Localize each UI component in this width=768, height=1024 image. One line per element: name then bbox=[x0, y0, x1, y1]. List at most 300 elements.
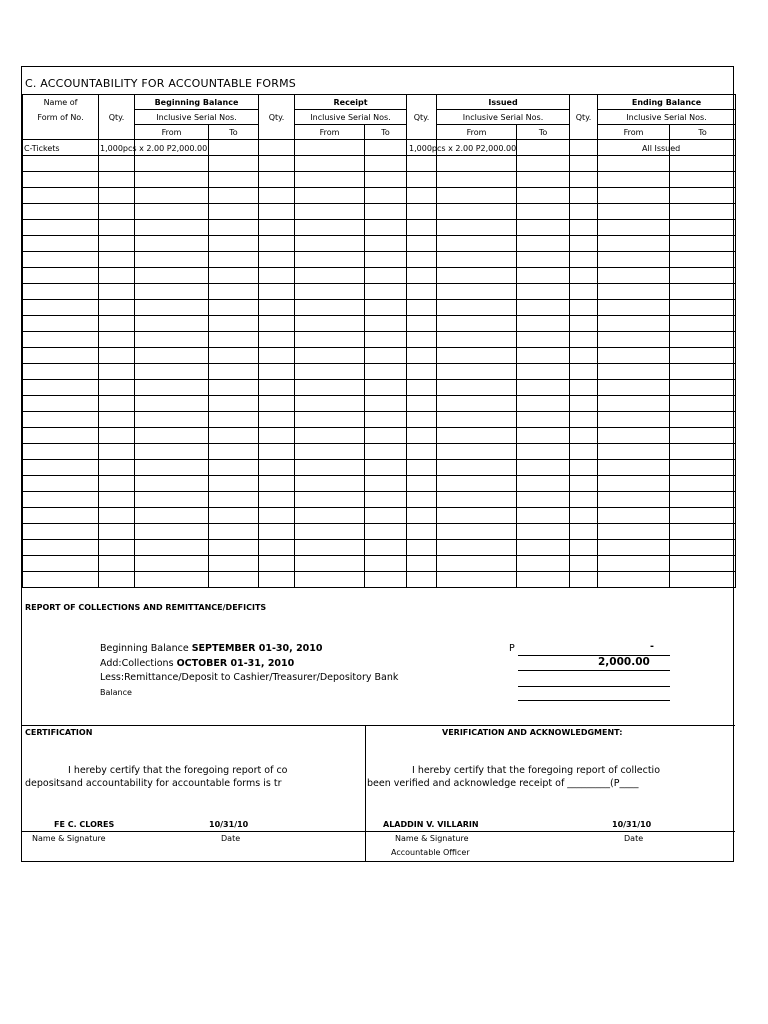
table-cell bbox=[99, 476, 135, 492]
table-cell bbox=[670, 156, 736, 172]
header-row-3 bbox=[23, 125, 736, 140]
table-cell bbox=[99, 220, 135, 236]
table-cell bbox=[259, 348, 295, 364]
table-cell bbox=[259, 428, 295, 444]
table-cell bbox=[209, 508, 259, 524]
table-cell bbox=[517, 556, 570, 572]
table-cell bbox=[23, 332, 99, 348]
table-cell bbox=[365, 524, 407, 540]
remittance-line: Less:Remittance/Deposit to Cashier/Treasurer/Depository Bank bbox=[100, 672, 399, 683]
table-cell bbox=[135, 156, 209, 172]
table-cell bbox=[209, 252, 259, 268]
table-cell bbox=[365, 300, 407, 316]
table-cell bbox=[365, 220, 407, 236]
table-cell bbox=[99, 332, 135, 348]
table-cell bbox=[598, 460, 670, 476]
table-cell bbox=[99, 460, 135, 476]
table-cell bbox=[135, 396, 209, 412]
table-cell bbox=[670, 316, 736, 332]
table-cell bbox=[295, 204, 365, 220]
table-cell bbox=[259, 364, 295, 380]
table-cell bbox=[99, 236, 135, 252]
table-cell bbox=[259, 492, 295, 508]
table-cell bbox=[135, 508, 209, 524]
table-cell bbox=[365, 396, 407, 412]
table-cell bbox=[407, 556, 437, 572]
beginning-balance-line: Beginning Balance SEPTEMBER 01-30, 2010 bbox=[100, 643, 323, 654]
table-cell bbox=[670, 364, 736, 380]
table-cell bbox=[407, 348, 437, 364]
table-cell bbox=[570, 540, 598, 556]
verification-sig-line bbox=[366, 831, 735, 832]
peso-sign: P bbox=[509, 643, 515, 654]
table-cell bbox=[598, 524, 670, 540]
header-from: From bbox=[437, 125, 517, 140]
table-cell bbox=[670, 348, 736, 364]
table-cell bbox=[670, 492, 736, 508]
table-cell bbox=[295, 300, 365, 316]
verification-line2: been verified and acknowledge receipt of _________(P____ bbox=[367, 778, 639, 789]
table-cell bbox=[365, 348, 407, 364]
table-cell bbox=[570, 348, 598, 364]
table-cell bbox=[23, 476, 99, 492]
table-cell bbox=[135, 524, 209, 540]
table-cell bbox=[407, 316, 437, 332]
table-cell bbox=[295, 412, 365, 428]
table-cell bbox=[570, 524, 598, 540]
table-cell bbox=[670, 460, 736, 476]
table-cell bbox=[437, 300, 517, 316]
table-cell bbox=[365, 556, 407, 572]
table-cell bbox=[570, 172, 598, 188]
table-row bbox=[23, 476, 736, 492]
table-cell bbox=[598, 380, 670, 396]
table-cell bbox=[670, 300, 736, 316]
table-cell bbox=[598, 220, 670, 236]
table-cell bbox=[407, 396, 437, 412]
table-cell bbox=[437, 348, 517, 364]
certification-line2: depositsand accountability for accountable forms is tr bbox=[25, 778, 282, 789]
section-title: C. ACCOUNTABILITY FOR ACCOUNTABLE FORMS bbox=[25, 77, 296, 90]
header-form-no: Form of No. bbox=[23, 110, 99, 125]
table-cell bbox=[365, 572, 407, 588]
table-cell bbox=[670, 268, 736, 284]
table-cell bbox=[23, 300, 99, 316]
beginning-amount-line bbox=[518, 643, 670, 656]
table-cell bbox=[437, 364, 517, 380]
table-cell bbox=[295, 364, 365, 380]
first-row-beginning: 1,000pcs x 2.00 P2,000.00 bbox=[100, 144, 208, 153]
table-cell bbox=[295, 460, 365, 476]
table-cell bbox=[209, 284, 259, 300]
header-serial: Inclusive Serial Nos. bbox=[295, 110, 407, 125]
first-row-issued: 1,000pcs x 2.00 P2,000.00 bbox=[409, 144, 517, 153]
table-cell bbox=[570, 284, 598, 300]
table-cell bbox=[209, 204, 259, 220]
table-cell bbox=[365, 428, 407, 444]
table-cell bbox=[598, 540, 670, 556]
table-cell bbox=[209, 492, 259, 508]
table-cell bbox=[365, 252, 407, 268]
table-cell bbox=[135, 412, 209, 428]
header-to: To bbox=[209, 125, 259, 140]
table-cell bbox=[670, 188, 736, 204]
table-cell bbox=[99, 204, 135, 220]
table-cell bbox=[135, 188, 209, 204]
table-cell bbox=[99, 348, 135, 364]
table-cell bbox=[23, 204, 99, 220]
table-cell bbox=[23, 172, 99, 188]
table-cell bbox=[670, 444, 736, 460]
table-row bbox=[23, 156, 736, 172]
table-cell bbox=[365, 412, 407, 428]
table-cell bbox=[259, 156, 295, 172]
table-cell bbox=[135, 172, 209, 188]
header-issued: Issued bbox=[437, 95, 570, 110]
table-row bbox=[23, 508, 736, 524]
table-cell bbox=[670, 412, 736, 428]
table-cell bbox=[259, 188, 295, 204]
header-row-1 bbox=[23, 95, 736, 110]
table-cell bbox=[570, 188, 598, 204]
table-cell bbox=[209, 428, 259, 444]
table-cell bbox=[23, 236, 99, 252]
table-cell bbox=[295, 380, 365, 396]
table-cell bbox=[295, 540, 365, 556]
table-cell bbox=[598, 556, 670, 572]
table-cell bbox=[570, 508, 598, 524]
table-cell bbox=[99, 252, 135, 268]
table-cell bbox=[407, 300, 437, 316]
table-row bbox=[23, 412, 736, 428]
table-cell bbox=[295, 476, 365, 492]
table-cell bbox=[209, 188, 259, 204]
table-cell bbox=[295, 444, 365, 460]
table-cell bbox=[295, 172, 365, 188]
table-cell bbox=[99, 540, 135, 556]
table-cell bbox=[670, 556, 736, 572]
table-row bbox=[23, 428, 736, 444]
table-row bbox=[23, 268, 736, 284]
table-cell bbox=[295, 188, 365, 204]
table-cell bbox=[598, 508, 670, 524]
header-receipt: Receipt bbox=[295, 95, 407, 110]
verification-line1: I hereby certify that the foregoing report of collectio bbox=[412, 765, 661, 776]
table-cell bbox=[670, 396, 736, 412]
table-cell bbox=[407, 524, 437, 540]
header-serial: Inclusive Serial Nos. bbox=[437, 110, 570, 125]
table-cell bbox=[570, 492, 598, 508]
table-cell bbox=[259, 284, 295, 300]
table-cell bbox=[295, 252, 365, 268]
table-cell bbox=[99, 284, 135, 300]
table-cell bbox=[517, 428, 570, 444]
table-cell bbox=[570, 444, 598, 460]
table-row bbox=[23, 316, 736, 332]
table-cell bbox=[23, 540, 99, 556]
header-qty: Qty. bbox=[570, 110, 598, 125]
table-cell bbox=[295, 268, 365, 284]
first-row-ending: All Issued bbox=[642, 144, 681, 153]
table-cell bbox=[295, 140, 365, 156]
table-cell bbox=[295, 508, 365, 524]
table-cell bbox=[365, 172, 407, 188]
verification-date-label: Date bbox=[624, 834, 644, 843]
table-cell bbox=[259, 444, 295, 460]
table-cell bbox=[99, 316, 135, 332]
table-cell bbox=[517, 284, 570, 300]
certification-date-label: Date bbox=[221, 834, 241, 843]
verification-date: 10/31/10 bbox=[612, 820, 652, 829]
table-cell bbox=[99, 428, 135, 444]
table-cell bbox=[99, 268, 135, 284]
table-cell bbox=[407, 236, 437, 252]
table-cell bbox=[259, 204, 295, 220]
table-cell bbox=[517, 204, 570, 220]
table-cell bbox=[570, 140, 598, 156]
header-name-of: Name of bbox=[23, 95, 99, 110]
header-serial: Inclusive Serial Nos. bbox=[135, 110, 259, 125]
balance-label: Balance bbox=[100, 688, 132, 697]
table-cell bbox=[365, 460, 407, 476]
table-cell bbox=[598, 316, 670, 332]
table-cell bbox=[598, 268, 670, 284]
table-cell bbox=[365, 316, 407, 332]
table-cell bbox=[407, 428, 437, 444]
table-cell bbox=[670, 476, 736, 492]
certification-signer: FE C. CLORES bbox=[54, 820, 115, 829]
beginning-amount: - bbox=[650, 641, 654, 652]
table-cell bbox=[295, 156, 365, 172]
table-cell bbox=[99, 508, 135, 524]
table-cell bbox=[209, 268, 259, 284]
table-cell bbox=[570, 220, 598, 236]
table-cell bbox=[99, 444, 135, 460]
table-cell bbox=[570, 332, 598, 348]
table-cell bbox=[517, 476, 570, 492]
table-row bbox=[23, 300, 736, 316]
table-cell bbox=[99, 188, 135, 204]
table-cell bbox=[407, 364, 437, 380]
table-cell bbox=[135, 460, 209, 476]
table-cell bbox=[259, 220, 295, 236]
table-cell bbox=[135, 380, 209, 396]
table-cell bbox=[517, 156, 570, 172]
table-cell bbox=[99, 380, 135, 396]
table-cell bbox=[135, 284, 209, 300]
table-cell bbox=[365, 508, 407, 524]
table-cell bbox=[209, 476, 259, 492]
table-cell bbox=[437, 540, 517, 556]
remittance-amount-line bbox=[518, 674, 670, 687]
table-cell bbox=[259, 252, 295, 268]
table-cell bbox=[517, 460, 570, 476]
table-cell bbox=[598, 444, 670, 460]
table-cell bbox=[135, 444, 209, 460]
table-cell bbox=[407, 508, 437, 524]
table-cell bbox=[437, 412, 517, 428]
table-cell bbox=[598, 156, 670, 172]
table-cell bbox=[598, 332, 670, 348]
table-cell bbox=[407, 252, 437, 268]
table-cell bbox=[670, 220, 736, 236]
table-cell bbox=[23, 524, 99, 540]
table-cell bbox=[259, 476, 295, 492]
table-cell bbox=[209, 556, 259, 572]
table-cell bbox=[365, 476, 407, 492]
table-row bbox=[23, 284, 736, 300]
table-cell bbox=[259, 556, 295, 572]
table-cell bbox=[670, 204, 736, 220]
header-to: To bbox=[365, 125, 407, 140]
table-cell bbox=[259, 572, 295, 588]
table-cell bbox=[135, 540, 209, 556]
table-cell bbox=[99, 492, 135, 508]
table-row bbox=[23, 252, 736, 268]
table-cell bbox=[437, 508, 517, 524]
table-cell bbox=[437, 396, 517, 412]
table-cell bbox=[209, 156, 259, 172]
table-cell bbox=[670, 236, 736, 252]
table-cell bbox=[407, 156, 437, 172]
table-cell bbox=[517, 572, 570, 588]
table-cell bbox=[517, 444, 570, 460]
certification-title: CERTIFICATION bbox=[25, 728, 93, 737]
header-qty: Qty. bbox=[407, 110, 437, 125]
header-beginning-balance: Beginning Balance bbox=[135, 95, 259, 110]
table-cell bbox=[135, 428, 209, 444]
table-row bbox=[23, 172, 736, 188]
table-cell bbox=[517, 524, 570, 540]
header-from: From bbox=[295, 125, 365, 140]
table-cell bbox=[570, 252, 598, 268]
table-cell bbox=[295, 220, 365, 236]
certification-date: 10/31/10 bbox=[209, 820, 249, 829]
table-cell bbox=[670, 284, 736, 300]
table-cell bbox=[23, 220, 99, 236]
table-cell bbox=[517, 332, 570, 348]
accountable-forms-table bbox=[22, 94, 736, 588]
table-cell bbox=[259, 460, 295, 476]
table-cell bbox=[209, 540, 259, 556]
table-cell bbox=[598, 428, 670, 444]
table-cell bbox=[295, 524, 365, 540]
table-cell bbox=[365, 188, 407, 204]
table-row bbox=[23, 348, 736, 364]
table-cell bbox=[598, 188, 670, 204]
table-cell bbox=[570, 316, 598, 332]
table-row bbox=[23, 188, 736, 204]
table-cell bbox=[259, 236, 295, 252]
table-cell bbox=[407, 380, 437, 396]
table-cell bbox=[23, 284, 99, 300]
table-row bbox=[23, 540, 736, 556]
table-cell bbox=[598, 236, 670, 252]
table-cell bbox=[570, 428, 598, 444]
table-cell bbox=[23, 412, 99, 428]
table-cell bbox=[670, 380, 736, 396]
table-cell bbox=[259, 332, 295, 348]
table-cell bbox=[209, 444, 259, 460]
table-cell bbox=[295, 348, 365, 364]
table-cell bbox=[23, 268, 99, 284]
table-cell bbox=[570, 396, 598, 412]
table-cell bbox=[570, 412, 598, 428]
table-cell bbox=[670, 252, 736, 268]
table-cell bbox=[259, 172, 295, 188]
table-cell bbox=[598, 572, 670, 588]
table-cell bbox=[209, 348, 259, 364]
table-cell bbox=[365, 380, 407, 396]
table-cell bbox=[517, 300, 570, 316]
table-cell bbox=[570, 204, 598, 220]
table-cell bbox=[135, 492, 209, 508]
table-cell bbox=[209, 236, 259, 252]
table-cell bbox=[99, 396, 135, 412]
table-cell bbox=[99, 364, 135, 380]
table-cell bbox=[23, 460, 99, 476]
table-cell bbox=[259, 140, 295, 156]
table-cell bbox=[259, 268, 295, 284]
table-cell bbox=[259, 380, 295, 396]
table-cell bbox=[209, 572, 259, 588]
table-cell bbox=[517, 140, 570, 156]
table-cell bbox=[365, 204, 407, 220]
table-cell bbox=[259, 396, 295, 412]
table-cell bbox=[365, 156, 407, 172]
table-cell bbox=[23, 348, 99, 364]
table-cell bbox=[23, 572, 99, 588]
table-cell bbox=[295, 284, 365, 300]
table-row bbox=[23, 524, 736, 540]
table-cell bbox=[407, 332, 437, 348]
table-cell bbox=[295, 556, 365, 572]
first-row-form: C-Tickets bbox=[24, 144, 60, 153]
collections-line: Add:Collections OCTOBER 01-31, 2010 bbox=[100, 658, 295, 669]
table-row bbox=[23, 396, 736, 412]
table-cell bbox=[209, 300, 259, 316]
table-cell bbox=[135, 364, 209, 380]
table-cell bbox=[209, 220, 259, 236]
table-cell bbox=[670, 172, 736, 188]
table-cell bbox=[365, 236, 407, 252]
header-to: To bbox=[517, 125, 570, 140]
table-cell bbox=[135, 316, 209, 332]
table-cell bbox=[517, 236, 570, 252]
header-row-2 bbox=[23, 110, 736, 125]
table-cell bbox=[99, 412, 135, 428]
table-cell bbox=[407, 188, 437, 204]
table-cell bbox=[407, 476, 437, 492]
table-cell bbox=[295, 428, 365, 444]
table-cell bbox=[437, 380, 517, 396]
table-cell bbox=[365, 332, 407, 348]
certification-name-sig: Name & Signature bbox=[32, 834, 106, 843]
table-cell bbox=[209, 332, 259, 348]
table-cell bbox=[670, 508, 736, 524]
table-cell bbox=[407, 572, 437, 588]
table-cell bbox=[23, 156, 99, 172]
table-cell bbox=[517, 364, 570, 380]
table-cell bbox=[135, 204, 209, 220]
table-cell bbox=[437, 492, 517, 508]
table-cell bbox=[570, 476, 598, 492]
accountability-form bbox=[21, 66, 734, 862]
table-cell bbox=[209, 412, 259, 428]
table-cell bbox=[23, 364, 99, 380]
table-cell bbox=[598, 492, 670, 508]
table-cell bbox=[99, 524, 135, 540]
